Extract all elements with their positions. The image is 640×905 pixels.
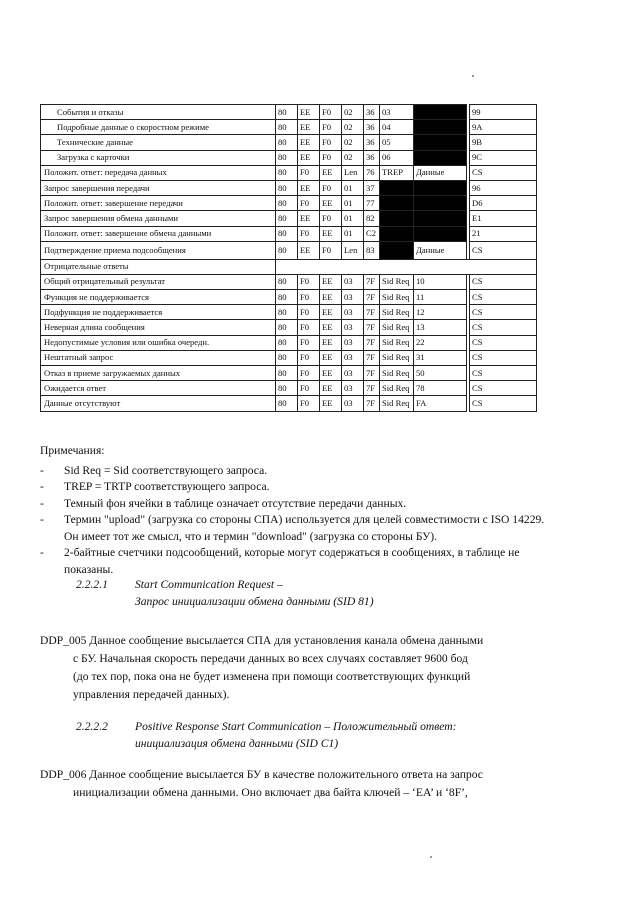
table-row xyxy=(41,135,537,150)
byte-cell: 83 xyxy=(364,241,380,259)
byte-cell: F0 xyxy=(298,350,320,365)
byte-cell: EE xyxy=(320,366,342,381)
paragraph-ddp-006: DDP_006 Данное сообщение высылается БУ в качестве положительного ответа на запрос инициализации обмена данными. Оно включает два байта ключей – ‘EA’ и ‘8F’, xyxy=(40,768,483,799)
table-row xyxy=(41,305,537,320)
byte-cell: 7F xyxy=(364,396,380,411)
byte-cell: 7F xyxy=(364,335,380,350)
byte-cell: F0 xyxy=(320,120,342,135)
section-title-ru: Запрос инициализации обмена данными (SID 81) xyxy=(135,595,374,608)
byte-cell: EE xyxy=(320,226,342,241)
byte-cell: F0 xyxy=(320,211,342,226)
note-item: - TREP = TRTP соответствующего запроса. xyxy=(40,480,270,493)
table-row xyxy=(41,105,537,120)
no-data-cell xyxy=(380,180,414,195)
byte-cell: 76 xyxy=(364,165,380,180)
byte-cell: F0 xyxy=(320,150,342,165)
byte-cell: 02 xyxy=(342,105,364,120)
scan-speck xyxy=(430,856,432,858)
byte-cell: Len xyxy=(342,165,364,180)
byte-cell: 37 xyxy=(364,180,380,195)
row-label: Положит. ответ: завершение обмена данными xyxy=(41,226,276,241)
row-label: Ожидается ответ xyxy=(41,381,276,396)
checksum-cell: CS xyxy=(470,165,537,180)
section-title-ru: инициализация обмена данными (SID C1) xyxy=(135,737,339,750)
byte-cell: 36 xyxy=(364,150,380,165)
byte-cell: F0 xyxy=(298,320,320,335)
section-title-en: Start Communication Request – xyxy=(135,578,283,591)
byte-cell: F0 xyxy=(298,305,320,320)
byte-cell: 80 xyxy=(276,150,298,165)
checksum-cell: CS xyxy=(470,366,537,381)
byte-cell: 82 xyxy=(364,211,380,226)
byte-cell: Sid Req xyxy=(380,381,414,396)
section-title-en: Positive Response Start Communication – Положительный ответ: xyxy=(135,720,457,733)
byte-cell: 36 xyxy=(364,135,380,150)
byte-cell: 36 xyxy=(364,120,380,135)
checksum-cell: CS xyxy=(470,381,537,396)
no-data-cell xyxy=(380,211,414,226)
row-label: Данные отсутствуют xyxy=(41,396,276,411)
byte-cell: 03 xyxy=(342,320,364,335)
byte-cell: 01 xyxy=(342,211,364,226)
byte-cell: Sid Req xyxy=(380,396,414,411)
byte-cell: 80 xyxy=(276,120,298,135)
byte-cell: 80 xyxy=(276,290,298,305)
table-row xyxy=(41,320,537,335)
checksum-cell: 9B xyxy=(470,135,537,150)
byte-cell: 80 xyxy=(276,241,298,259)
byte-cell: Sid Req xyxy=(380,335,414,350)
table-row xyxy=(41,165,537,180)
byte-cell: 11 xyxy=(414,290,467,305)
checksum-cell: CS xyxy=(470,241,537,259)
byte-cell: 80 xyxy=(276,305,298,320)
byte-cell: 50 xyxy=(414,366,467,381)
note-item: - Sid Req = Sid соответствующего запроса. xyxy=(40,463,268,477)
byte-cell: 03 xyxy=(380,105,414,120)
row-label: Запрос завершения передачи xyxy=(41,180,276,195)
byte-cell: F0 xyxy=(298,366,320,381)
checksum-cell: CS xyxy=(470,305,537,320)
byte-cell: 10 xyxy=(414,274,467,289)
byte-cell: 80 xyxy=(276,350,298,365)
checksum-cell: CS xyxy=(470,320,537,335)
table-row xyxy=(41,120,537,135)
checksum-cell: 96 xyxy=(470,180,537,195)
byte-cell: 03 xyxy=(342,290,364,305)
checksum-cell: 9A xyxy=(470,120,537,135)
byte-cell: EE xyxy=(320,381,342,396)
byte-cell: 80 xyxy=(276,320,298,335)
byte-cell: 80 xyxy=(276,396,298,411)
row-label: Запрос завершения обмена данными xyxy=(41,211,276,226)
byte-cell: 02 xyxy=(342,120,364,135)
table-row xyxy=(41,226,537,241)
byte-cell: EE xyxy=(298,241,320,259)
byte-cell: EE xyxy=(298,135,320,150)
byte-cell: Sid Req xyxy=(380,274,414,289)
byte-cell: EE xyxy=(320,165,342,180)
byte-cell: 7F xyxy=(364,320,380,335)
no-data-cell xyxy=(414,196,467,211)
byte-cell: 06 xyxy=(380,150,414,165)
no-data-cell xyxy=(414,105,467,120)
section-number: 2.2.2.2 xyxy=(76,720,108,733)
no-data-cell xyxy=(414,120,467,135)
byte-cell: 80 xyxy=(276,366,298,381)
byte-cell: 80 xyxy=(276,196,298,211)
byte-cell: 7F xyxy=(364,305,380,320)
section-number: 2.2.2.1 xyxy=(76,578,108,591)
byte-cell: 03 xyxy=(342,366,364,381)
byte-cell: F0 xyxy=(320,241,342,259)
byte-cell: 02 xyxy=(342,150,364,165)
no-data-cell xyxy=(414,211,467,226)
row-label: Недопустимые условия или ошибка очередн. xyxy=(41,335,276,350)
message-table xyxy=(40,104,537,412)
byte-cell: 80 xyxy=(276,180,298,195)
row-label: Технические данные xyxy=(41,135,276,150)
no-data-cell xyxy=(414,180,467,195)
byte-cell: 7F xyxy=(364,274,380,289)
byte-cell: EE xyxy=(320,320,342,335)
byte-cell: 02 xyxy=(342,135,364,150)
table-row xyxy=(41,335,537,350)
no-data-cell xyxy=(414,150,467,165)
byte-cell: FA xyxy=(414,396,467,411)
table-row xyxy=(41,350,537,365)
table-row xyxy=(41,259,537,274)
row-label: Общий отрицательный результат xyxy=(41,274,276,289)
section-heading-2-2-2-1 xyxy=(76,576,374,610)
byte-cell: 80 xyxy=(276,335,298,350)
byte-cell: 03 xyxy=(342,305,364,320)
byte-cell: Sid Req xyxy=(380,366,414,381)
row-label: Загрузка с карточки xyxy=(41,150,276,165)
byte-cell: 80 xyxy=(276,105,298,120)
no-data-cell xyxy=(414,226,467,241)
byte-cell: 80 xyxy=(276,226,298,241)
checksum-cell: CS xyxy=(470,290,537,305)
byte-cell: EE xyxy=(320,196,342,211)
byte-cell: EE xyxy=(320,335,342,350)
byte-cell: 80 xyxy=(276,274,298,289)
byte-cell: Данные xyxy=(414,241,467,259)
byte-cell: TREP xyxy=(380,165,414,180)
byte-cell: 80 xyxy=(276,381,298,396)
byte-cell: F0 xyxy=(298,381,320,396)
checksum-cell: CS xyxy=(470,335,537,350)
checksum-cell: CS xyxy=(470,350,537,365)
table-row xyxy=(41,241,537,259)
table-row xyxy=(41,396,537,411)
byte-cell: 22 xyxy=(414,335,467,350)
byte-cell: Sid Req xyxy=(380,290,414,305)
byte-cell: F0 xyxy=(320,180,342,195)
byte-cell: 03 xyxy=(342,274,364,289)
byte-cell: 7F xyxy=(364,290,380,305)
row-label: Отрицательные ответы xyxy=(41,259,276,274)
no-data-cell xyxy=(414,135,467,150)
byte-cell: F0 xyxy=(298,274,320,289)
notes-heading: Примечания: xyxy=(40,444,105,457)
row-label: Отказ в приеме загружаемых данных xyxy=(41,366,276,381)
table-row xyxy=(41,211,537,226)
no-data-cell xyxy=(380,241,414,259)
byte-cell: F0 xyxy=(298,335,320,350)
row-label: Подфункция не поддерживается xyxy=(41,305,276,320)
byte-cell: F0 xyxy=(298,396,320,411)
byte-cell: 80 xyxy=(276,135,298,150)
byte-cell: EE xyxy=(298,150,320,165)
table-row xyxy=(41,274,537,289)
byte-cell: EE xyxy=(320,290,342,305)
checksum-cell: CS xyxy=(470,396,537,411)
byte-cell: Sid Req xyxy=(380,350,414,365)
byte-cell: EE xyxy=(320,350,342,365)
row-label: Подтверждение приема подсообщения xyxy=(41,241,276,259)
table-row xyxy=(41,381,537,396)
empty-cell xyxy=(276,259,537,274)
checksum-cell: E1 xyxy=(470,211,537,226)
row-label: Положит. ответ: завершение передачи xyxy=(41,196,276,211)
byte-cell: EE xyxy=(298,211,320,226)
byte-cell: 01 xyxy=(342,226,364,241)
byte-cell: F0 xyxy=(298,196,320,211)
checksum-cell: 9C xyxy=(470,150,537,165)
byte-cell: 03 xyxy=(342,335,364,350)
byte-cell: 04 xyxy=(380,120,414,135)
byte-cell: EE xyxy=(320,274,342,289)
row-label: Подробные данные о скоростном режиме xyxy=(41,120,276,135)
byte-cell: EE xyxy=(298,105,320,120)
byte-cell: 36 xyxy=(364,105,380,120)
row-label: Нештатный запрос xyxy=(41,350,276,365)
note-item: - Термин "upload" (загрузка со стороны СПА) используется для целей совместимости с ISO 14229. Он имеет тот же смысл, что и термин "download" (загрузка со стороны БУ). xyxy=(40,513,545,543)
byte-cell: Sid Req xyxy=(380,320,414,335)
byte-cell: 01 xyxy=(342,196,364,211)
paragraph-ddp-005: DDP_005 Данное сообщение высылается СПА для установления канала обмена данными с БУ. Начальная скорость передачи данных во всех случаях составляет 9600 бод (до тех пор, пока она не будет изменена при помощи соответствующих функций управления передачей данных). xyxy=(40,634,484,701)
byte-cell: 7F xyxy=(364,366,380,381)
table-row xyxy=(41,366,537,381)
section-heading-2-2-2-2 xyxy=(76,718,457,752)
row-label: Положит. ответ: передача данных xyxy=(41,165,276,180)
byte-cell: 80 xyxy=(276,165,298,180)
table-row xyxy=(41,180,537,195)
checksum-cell: CS xyxy=(470,274,537,289)
byte-cell: Данные xyxy=(414,165,467,180)
notes-block xyxy=(40,443,559,578)
byte-cell: Len xyxy=(342,241,364,259)
byte-cell: 03 xyxy=(342,350,364,365)
byte-cell: 01 xyxy=(342,180,364,195)
byte-cell: 12 xyxy=(414,305,467,320)
row-label: События и отказы xyxy=(41,105,276,120)
byte-cell: F0 xyxy=(298,290,320,305)
byte-cell: EE xyxy=(320,305,342,320)
byte-cell: 77 xyxy=(364,196,380,211)
checksum-cell: 21 xyxy=(470,226,537,241)
byte-cell: 03 xyxy=(342,381,364,396)
byte-cell: 05 xyxy=(380,135,414,150)
byte-cell: EE xyxy=(298,120,320,135)
byte-cell: 03 xyxy=(342,396,364,411)
row-label: Функция не поддерживается xyxy=(41,290,276,305)
byte-cell: 7F xyxy=(364,381,380,396)
note-item: - 2-байтные счетчики подсообщений, которые могут содержаться в сообщениях, в таблице не показаны. xyxy=(40,546,520,576)
table-row xyxy=(41,290,537,305)
checksum-cell: D6 xyxy=(470,196,537,211)
byte-cell: EE xyxy=(298,180,320,195)
scan-speck xyxy=(472,75,474,77)
byte-cell: EE xyxy=(320,396,342,411)
no-data-cell xyxy=(380,226,414,241)
byte-cell: 78 xyxy=(414,381,467,396)
row-label: Неверная длина сообщения xyxy=(41,320,276,335)
byte-cell: F0 xyxy=(298,226,320,241)
byte-cell: F0 xyxy=(298,165,320,180)
byte-cell: 31 xyxy=(414,350,467,365)
byte-cell: F0 xyxy=(320,105,342,120)
byte-cell: C2 xyxy=(364,226,380,241)
note-item: - Темный фон ячейки в таблице означает отсутствие передачи данных. xyxy=(40,496,407,510)
byte-cell: Sid Req xyxy=(380,305,414,320)
byte-cell: 7F xyxy=(364,350,380,365)
no-data-cell xyxy=(380,196,414,211)
checksum-cell: 99 xyxy=(470,105,537,120)
table-row xyxy=(41,150,537,165)
byte-cell: 13 xyxy=(414,320,467,335)
table-row xyxy=(41,196,537,211)
byte-cell: F0 xyxy=(320,135,342,150)
byte-cell: 80 xyxy=(276,211,298,226)
